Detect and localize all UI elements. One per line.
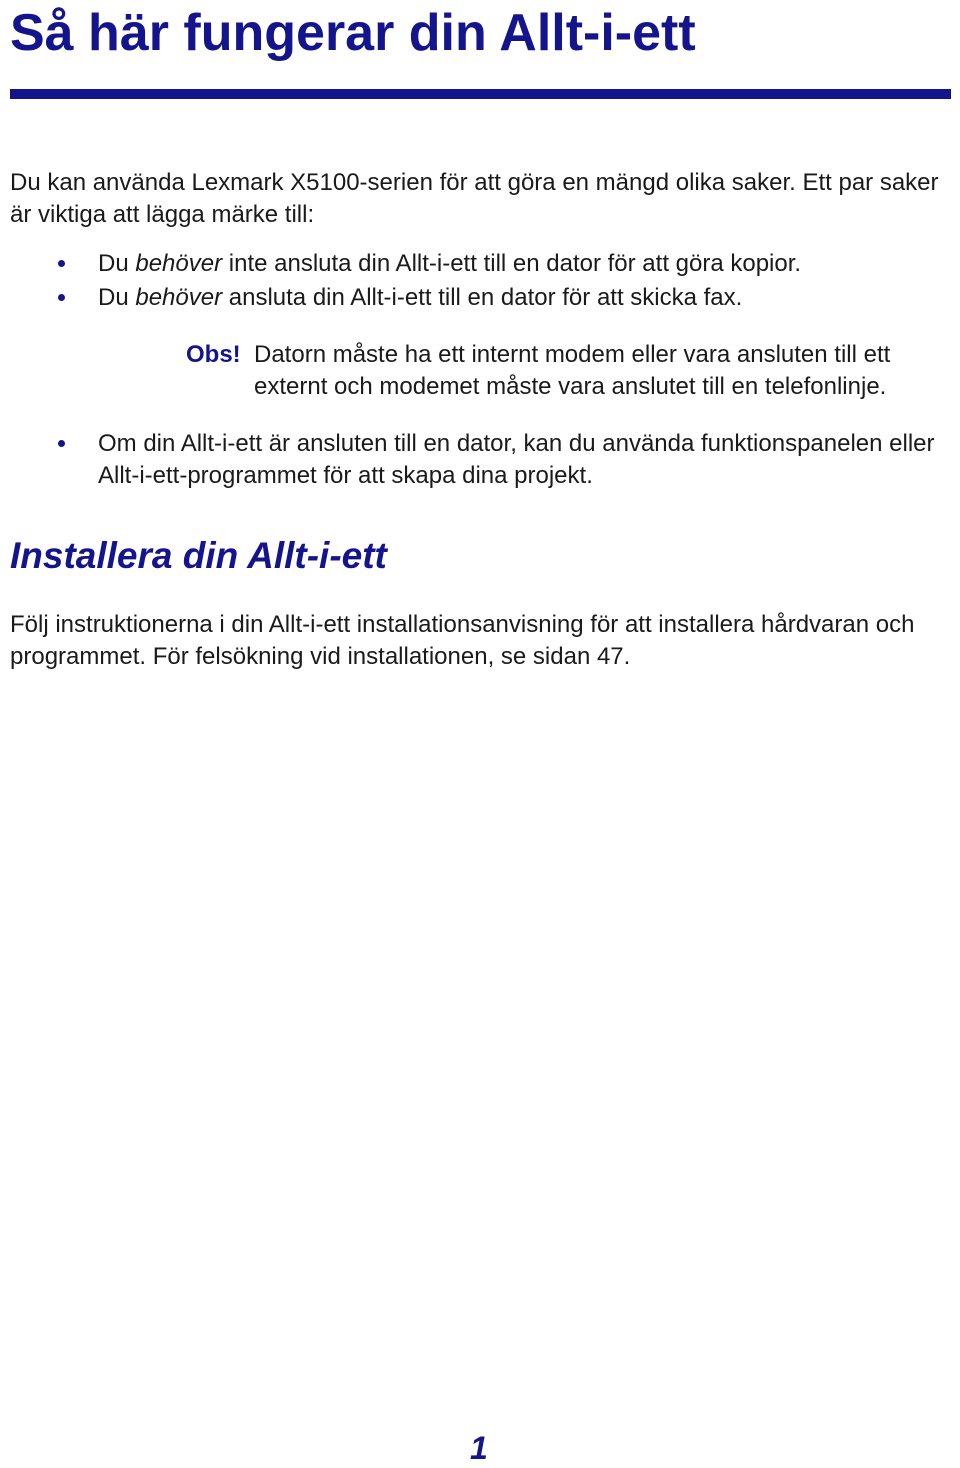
list-item (98, 428, 953, 492)
note-label: Obs! (186, 341, 241, 368)
bullet-text-suffix: inte ansluta din Allt-i-ett till en dator för att göra kopior. (222, 250, 802, 277)
list-item (98, 282, 953, 314)
bullet-text-suffix: ansluta din Allt-i-ett till en dator för att skicka fax. (222, 284, 743, 311)
bullet-icon (58, 260, 65, 267)
page-number: 1 (470, 1430, 488, 1466)
bullet-text-emphasis: behöver (135, 250, 223, 277)
intro-paragraph: Du kan använda Lexmark X5100-serien för att göra en mängd olika saker. Ett par saker är viktiga att lägga märke till: (10, 169, 939, 228)
note-block (186, 339, 956, 403)
note-text: Datorn måste ha ett internt modem eller vara ansluten till ett externt och modemet måste vara anslutet till en telefonlinje. (254, 341, 891, 400)
title-divider (10, 89, 951, 99)
section-heading: Installera din Allt-i-ett (10, 535, 387, 576)
bullet-text-prefix: Du (98, 250, 136, 277)
bullet-icon (58, 440, 65, 447)
install-paragraph: Följ instruktionerna i din Allt-i-ett installationsanvisning för att installera hårdvaran och programmet. För felsökning vid installationen, se sidan 47. (10, 611, 915, 670)
page-title: Så här fungerar din Allt-i-ett (10, 4, 696, 62)
bullet-icon (58, 294, 65, 301)
bullet-text-prefix: Du (98, 284, 136, 311)
bullet-text: Om din Allt-i-ett är ansluten till en dator, kan du använda funktionspanelen eller Allt-i-ett-programmet för att skapa dina projekt. (98, 430, 935, 489)
bullet-text-emphasis: behöver (135, 284, 223, 311)
list-item (98, 248, 953, 280)
